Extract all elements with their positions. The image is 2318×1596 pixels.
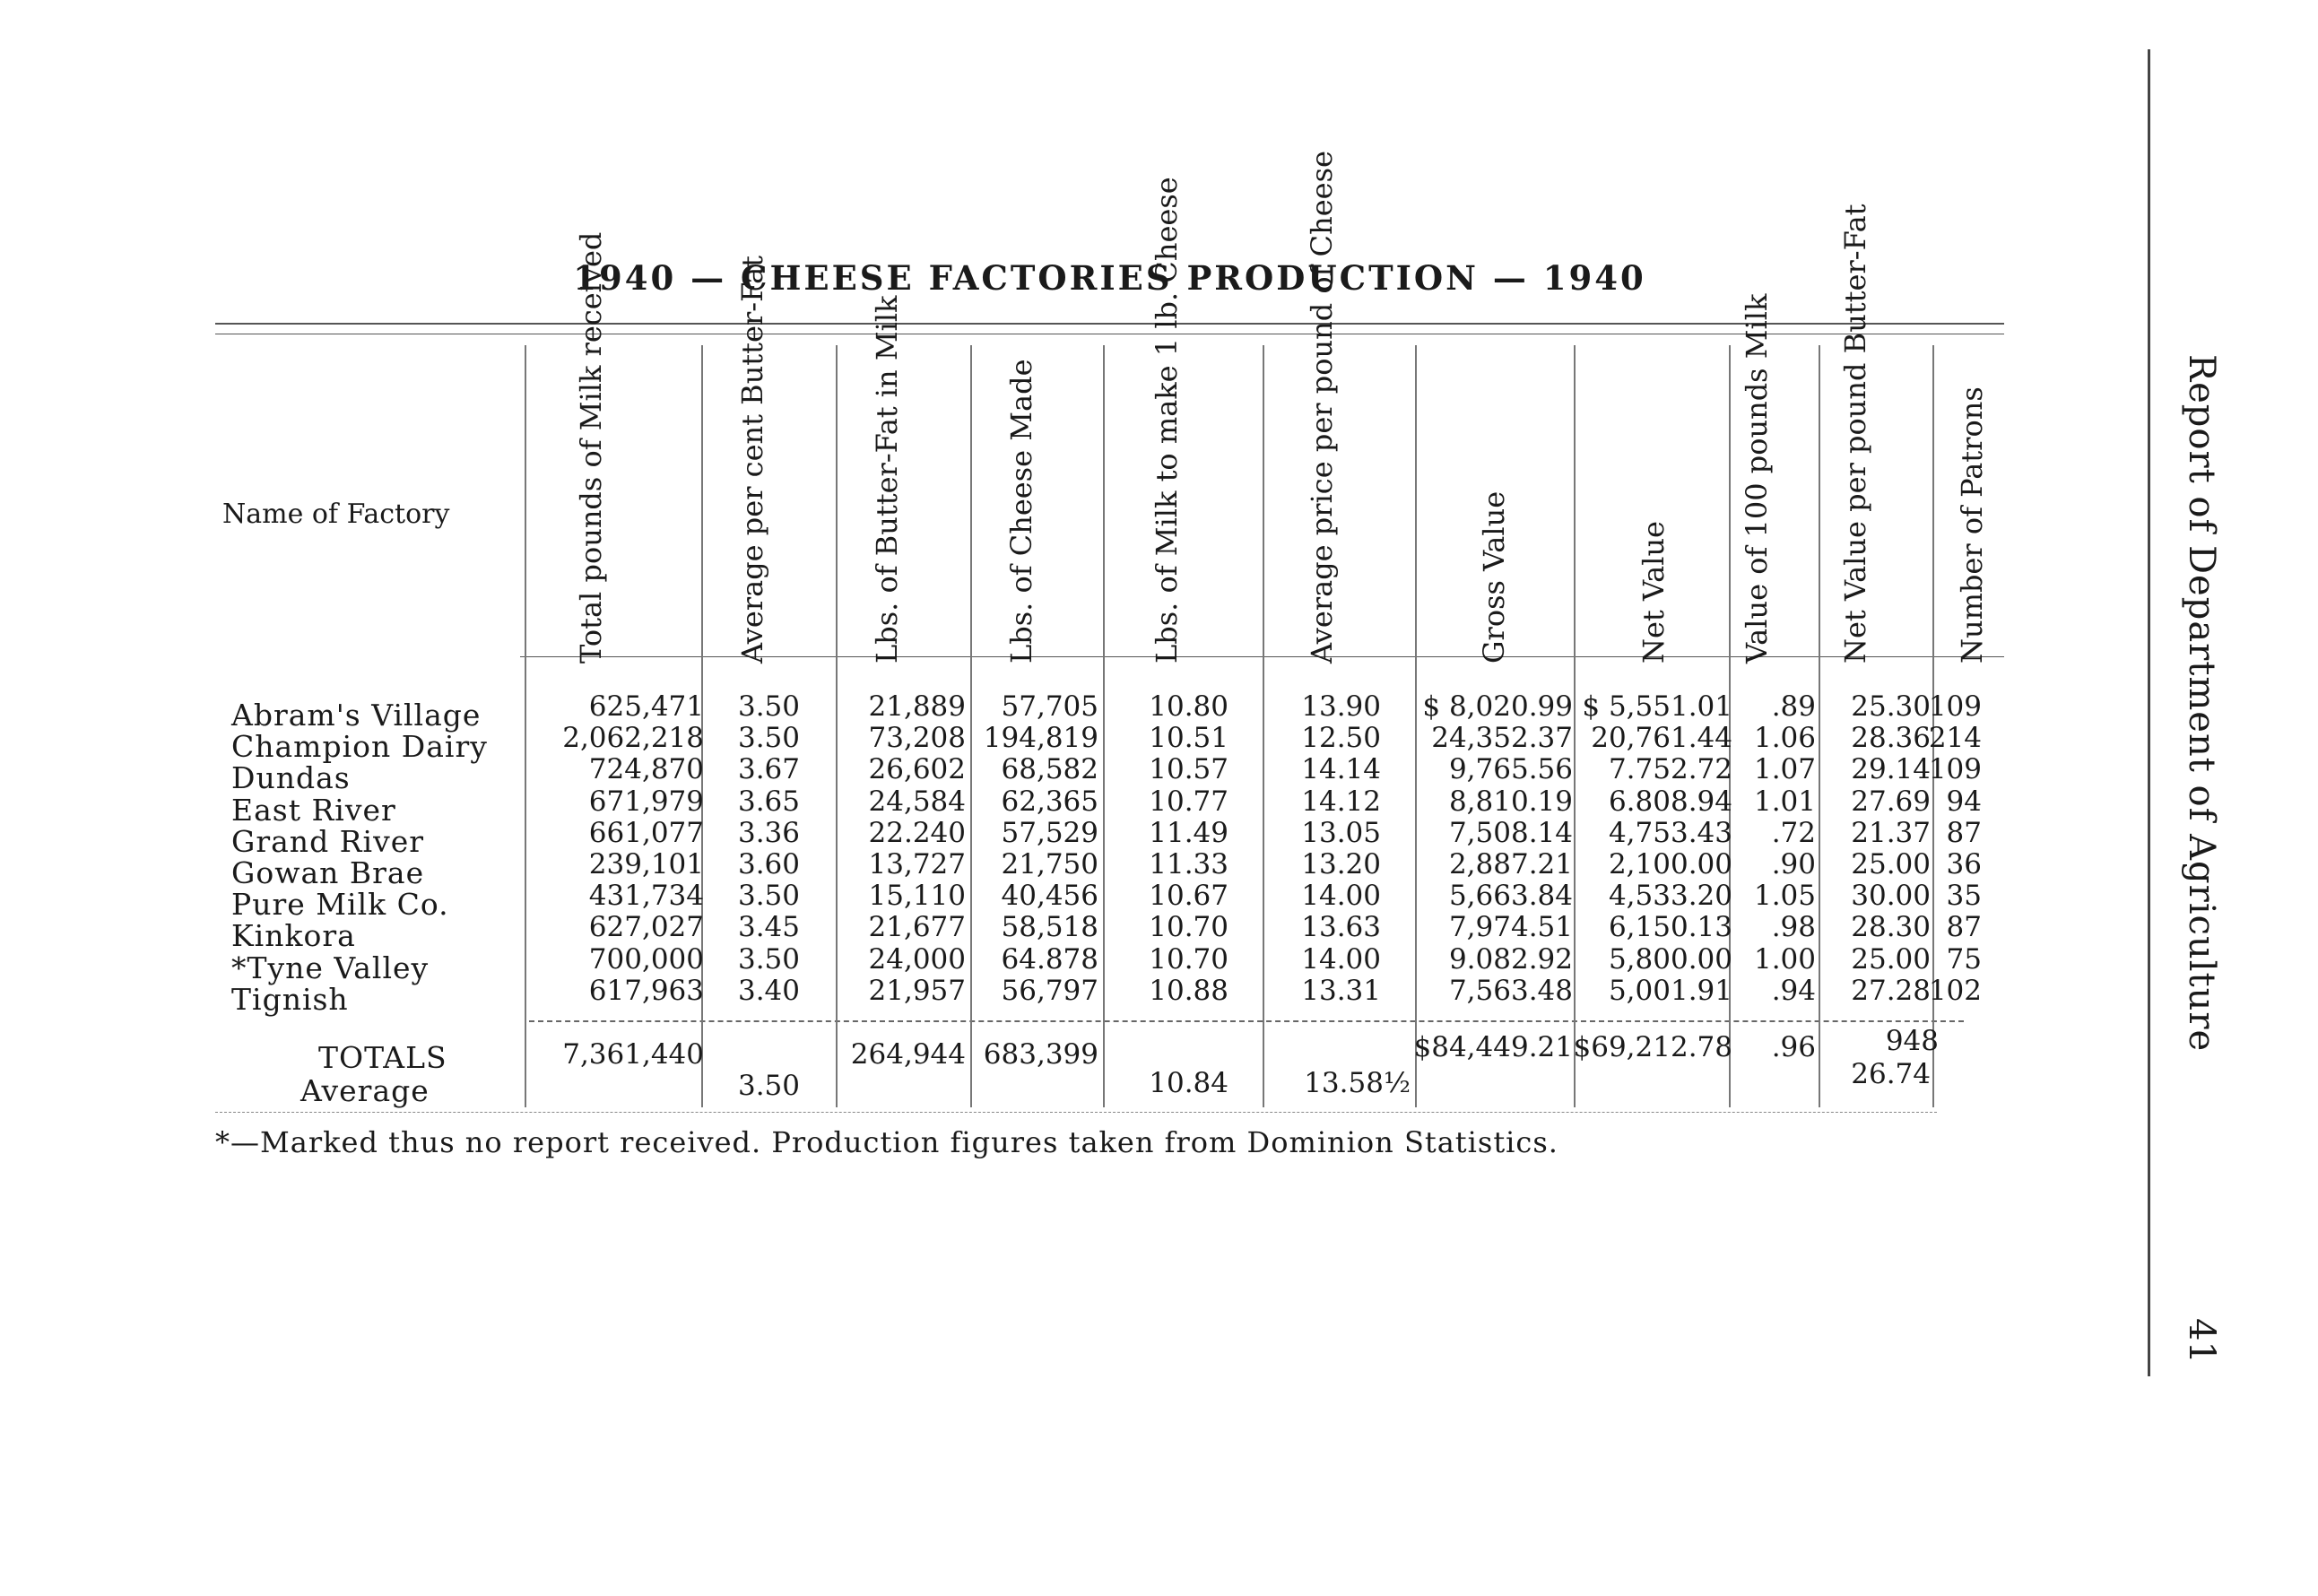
col-separator	[1103, 345, 1105, 1107]
cell-patrons: 87	[1946, 817, 1982, 849]
cell-milk-per-lb: 11.33	[1149, 848, 1228, 880]
cell-net: 5,001.91	[1608, 975, 1732, 1007]
cell-patrons: 109	[1928, 753, 1982, 785]
cell-cheese: 64.878	[1001, 943, 1098, 976]
page-edge-rule	[2148, 49, 2150, 1376]
cell-bf-lbs: 24,584	[868, 785, 966, 818]
factory-name: Champion Dairy	[231, 729, 488, 764]
factory-name: *Tyne Valley	[231, 950, 430, 985]
cell-cheese: 194,819	[983, 722, 1098, 754]
average-label: Average	[300, 1073, 430, 1108]
col-separator	[1574, 345, 1576, 1107]
cell-bf-pct: 3.65	[737, 785, 800, 818]
cell-bf-pct: 3.40	[737, 975, 800, 1007]
col-separator	[1819, 345, 1820, 1107]
totals-net: $69,212.78	[1573, 1031, 1732, 1063]
cell-patrons: 109	[1928, 690, 1982, 723]
factory-name: Pure Milk Co.	[231, 887, 449, 922]
cell-net: $ 5,551.01	[1582, 690, 1732, 723]
cell-milk: 661,077	[588, 817, 704, 849]
cell-bf-lbs: 21,677	[868, 911, 966, 943]
cell-milk: 724,870	[588, 753, 704, 785]
cell-price: 13.31	[1301, 975, 1381, 1007]
cell-net-bf: 25.30	[1851, 690, 1931, 723]
cell-price: 13.05	[1301, 817, 1381, 849]
cell-gross: 9.082.92	[1448, 943, 1573, 976]
totals-bf-lbs: 264,944	[850, 1038, 966, 1071]
cell-net-bf: 25.00	[1851, 943, 1931, 976]
cell-val100: .89	[1771, 690, 1816, 723]
col-header-cheese: Lbs. of Cheese Made	[1004, 359, 1038, 664]
cell-gross: 24,352.37	[1431, 722, 1573, 754]
top-rule	[215, 323, 2004, 325]
cell-milk-per-lb: 10.57	[1149, 753, 1228, 785]
totals-val100: .96	[1771, 1031, 1816, 1063]
cell-gross: 7,508.14	[1448, 817, 1573, 849]
cell-milk-per-lb: 10.80	[1149, 690, 1228, 723]
cell-patrons: 214	[1928, 722, 1982, 754]
col-header-gross-value: Gross Value	[1477, 490, 1511, 664]
col-separator	[836, 345, 838, 1107]
name-of-factory-header: Name of Factory	[222, 499, 450, 530]
cell-val100: 1.05	[1753, 880, 1816, 912]
bottom-rule	[215, 1112, 1937, 1113]
cell-price: 14.00	[1301, 880, 1381, 912]
cell-val100: .90	[1771, 848, 1816, 880]
totals-gross: $84,449.21	[1413, 1031, 1573, 1063]
cell-bf-pct: 3.60	[737, 848, 800, 880]
cell-price: 13.63	[1301, 911, 1381, 943]
col-header-avg-price: Average price per pound of Cheese	[1305, 151, 1339, 664]
cell-patrons: 94	[1946, 785, 1982, 818]
cell-bf-lbs: 24,000	[868, 943, 966, 976]
cell-patrons: 102	[1928, 975, 1982, 1007]
cell-val100: .98	[1771, 911, 1816, 943]
cell-bf-lbs: 13,727	[868, 848, 966, 880]
cell-milk: 617,963	[588, 975, 704, 1007]
cell-milk: 700,000	[588, 943, 704, 976]
cell-patrons: 36	[1946, 848, 1982, 880]
col-header-patrons: Number of Patrons	[1955, 386, 1989, 664]
cell-gross: 2,887.21	[1448, 848, 1573, 880]
cell-cheese: 57,705	[1001, 690, 1098, 723]
cell-price: 14.12	[1301, 785, 1381, 818]
factory-name: Gowan Brae	[231, 855, 425, 890]
cell-milk: 627,027	[588, 911, 704, 943]
totals-cheese: 683,399	[983, 1038, 1098, 1071]
cell-net: 4,533.20	[1608, 880, 1732, 912]
cell-cheese: 58,518	[1001, 911, 1098, 943]
cell-milk: 625,471	[588, 690, 704, 723]
cell-bf-lbs: 21,957	[868, 975, 966, 1007]
cell-net-bf: 29.14	[1851, 753, 1931, 785]
col-header-milk: Total pounds of Milk received	[574, 231, 608, 664]
cell-net-bf: 27.69	[1851, 785, 1931, 818]
cell-net-bf: 21.37	[1851, 817, 1931, 849]
cell-cheese: 40,456	[1001, 880, 1098, 912]
cell-price: 12.50	[1301, 722, 1381, 754]
cell-val100: 1.07	[1753, 753, 1816, 785]
col-header-butterfat-pct: Average per cent Butter-Fat	[735, 255, 769, 664]
cell-bf-lbs: 22.240	[868, 817, 966, 849]
cell-net-bf: 28.36	[1851, 722, 1931, 754]
cell-bf-pct: 3.67	[737, 753, 800, 785]
cell-gross: 9,765.56	[1448, 753, 1573, 785]
cell-patrons: 35	[1946, 880, 1982, 912]
col-header-net-value-bf: Net Value per pound Butter-Fat	[1838, 204, 1872, 664]
table-title: 1940 — CHEESE FACTORIES PRODUCTION — 1940	[573, 258, 1646, 298]
col-header-net-value: Net Value	[1636, 521, 1671, 664]
factory-name: Tignish	[231, 982, 349, 1017]
totals-rule	[529, 1020, 1964, 1022]
factory-name: East River	[231, 793, 396, 828]
cell-bf-pct: 3.50	[737, 690, 800, 723]
cell-price: 14.00	[1301, 943, 1381, 976]
cell-net-bf: 30.00	[1851, 880, 1931, 912]
average-net-bf: 26.74	[1851, 1058, 1931, 1090]
cell-milk: 239,101	[588, 848, 704, 880]
cell-milk-per-lb: 10.88	[1149, 975, 1228, 1007]
cell-milk-per-lb: 10.51	[1149, 722, 1228, 754]
col-separator	[525, 345, 526, 1107]
cell-net: 6,150.13	[1608, 911, 1732, 943]
cell-bf-lbs: 15,110	[868, 880, 966, 912]
cell-val100: .94	[1771, 975, 1816, 1007]
cell-net: 6.808.94	[1608, 785, 1732, 818]
col-separator	[1263, 345, 1264, 1107]
cell-milk: 431,734	[588, 880, 704, 912]
cell-price: 13.20	[1301, 848, 1381, 880]
totals-milk: 7,361,440	[562, 1038, 704, 1071]
cell-milk: 2,062,218	[562, 722, 704, 754]
cell-val100: .72	[1771, 817, 1816, 849]
cell-milk-per-lb: 10.77	[1149, 785, 1228, 818]
cell-milk-per-lb: 10.70	[1149, 911, 1228, 943]
totals-label: TOTALS	[318, 1040, 447, 1075]
cell-bf-pct: 3.50	[737, 880, 800, 912]
cell-cheese: 56,797	[1001, 975, 1098, 1007]
totals-patrons: 948	[1885, 1025, 1939, 1057]
cell-milk-per-lb: 10.67	[1149, 880, 1228, 912]
cell-bf-lbs: 26,602	[868, 753, 966, 785]
cell-bf-pct: 3.45	[737, 911, 800, 943]
cell-net: 20,761.44	[1591, 722, 1732, 754]
col-header-value-100: Value of 100 pounds Milk	[1740, 293, 1774, 664]
cell-milk: 671,979	[588, 785, 704, 818]
cell-net-bf: 28.30	[1851, 911, 1931, 943]
col-separator	[1415, 345, 1417, 1107]
cell-bf-pct: 3.50	[737, 943, 800, 976]
page-number: 41	[2181, 1318, 2222, 1364]
side-title: Report of Department of Agriculture	[2181, 354, 2222, 1053]
cell-gross: 8,810.19	[1448, 785, 1573, 818]
cell-bf-lbs: 73,208	[868, 722, 966, 754]
cell-net: 5,800.00	[1608, 943, 1732, 976]
cell-price: 13.90	[1301, 690, 1381, 723]
cell-bf-pct: 3.50	[737, 722, 800, 754]
cell-net: 2,100.00	[1608, 848, 1732, 880]
factory-name: Kinkora	[231, 918, 356, 953]
cell-milk-per-lb: 11.49	[1149, 817, 1228, 849]
cell-net: 7.752.72	[1608, 753, 1732, 785]
cell-bf-lbs: 21,889	[868, 690, 966, 723]
col-header-butterfat-lbs: Lbs. of Butter-Fat in Milk	[870, 295, 904, 664]
average-price: 13.58½	[1304, 1067, 1411, 1099]
cell-net-bf: 25.00	[1851, 848, 1931, 880]
average-milk-per-lb: 10.84	[1149, 1067, 1228, 1099]
cell-patrons: 87	[1946, 911, 1982, 943]
cell-val100: 1.00	[1753, 943, 1816, 976]
col-separator	[970, 345, 972, 1107]
cell-gross: 5,663.84	[1448, 880, 1573, 912]
cell-bf-pct: 3.36	[737, 817, 800, 849]
cell-gross: 7,563.48	[1448, 975, 1573, 1007]
cell-gross: 7,974.51	[1448, 911, 1573, 943]
factory-name: Dundas	[231, 760, 351, 795]
factory-name: Grand River	[231, 824, 425, 859]
cell-patrons: 75	[1946, 943, 1982, 976]
cell-val100: 1.01	[1753, 785, 1816, 818]
factory-name: Abram's Village	[231, 698, 482, 733]
cell-price: 14.14	[1301, 753, 1381, 785]
cell-cheese: 62,365	[1001, 785, 1098, 818]
cell-net-bf: 27.28	[1851, 975, 1931, 1007]
col-header-milk-per-lb: Lbs. of Milk to make 1 lb. Cheese	[1150, 177, 1184, 664]
cell-val100: 1.06	[1753, 722, 1816, 754]
cell-cheese: 68,582	[1001, 753, 1098, 785]
cell-milk-per-lb: 10.70	[1149, 943, 1228, 976]
footnote: *—Marked thus no report received. Production figures taken from Dominion Statistics.	[215, 1125, 1558, 1159]
cell-cheese: 57,529	[1001, 817, 1098, 849]
average-bf-pct: 3.50	[737, 1070, 800, 1102]
cell-cheese: 21,750	[1001, 848, 1098, 880]
cell-gross: $ 8,020.99	[1422, 690, 1573, 723]
cell-net: 4,753.43	[1608, 817, 1732, 849]
